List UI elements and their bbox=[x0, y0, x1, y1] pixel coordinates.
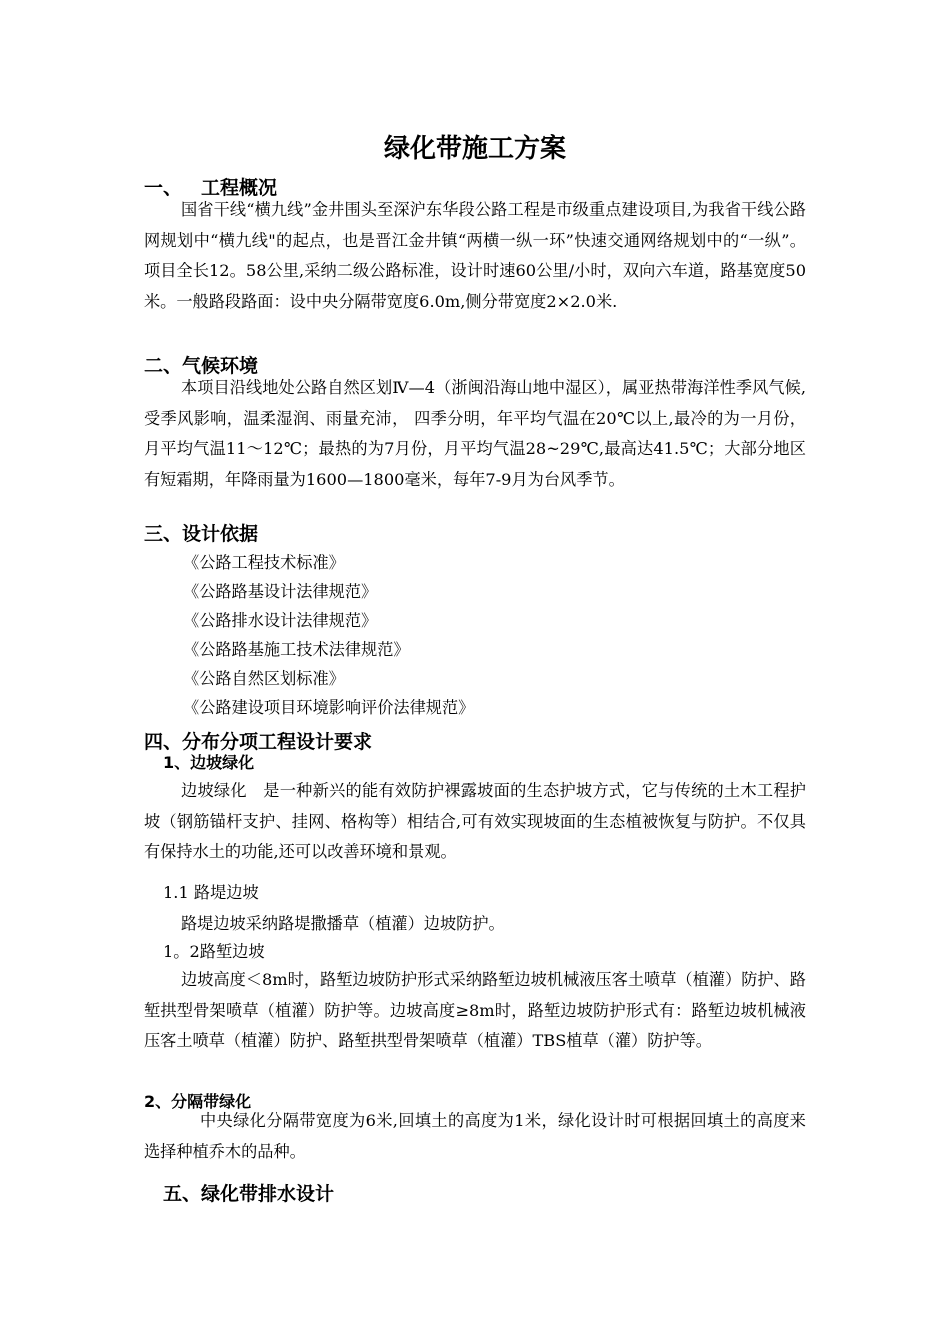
section-title: 气候环境 bbox=[182, 355, 259, 377]
section-title: 工程概况 bbox=[201, 177, 278, 199]
item-paragraph-cutting-slope: 边坡高度＜8m时，路堑边坡防护形式采纳路堑边坡机械液压客土喷草（植灌）防护、路堑拱型骨架喷草（植灌）防护等。边坡高度≥8m时，路堑边坡防护形式有：路堑边坡机械液压客土喷草（植灌）防护、路堑拱型骨架喷草（植灌）TBS植草（灌）防护等。 bbox=[144, 970, 806, 1050]
section-heading-drainage: 五、绿化带排水设计 bbox=[163, 1183, 335, 1205]
reference-item: 《公路建设项目环境影响评价法律规范》 bbox=[183, 698, 475, 717]
section-number: 二、 bbox=[144, 355, 183, 377]
section-paragraph-climate: 本项目沿线地处公路自然区划Ⅳ—4（浙闽沿海山地中湿区），属亚热带海洋性季风气候,受季风影响，温柔湿润、雨量充沛， 四季分明，年平均气温在20℃以上,最冷的为一月份，月平均气温11～12℃；最热的为7月份，月平均气温28~29℃,最高达41.5℃；大部分地区有短霜期，年降雨量为1600—1800毫米，每年7-9月为台风季节。 bbox=[144, 378, 806, 489]
section-number: 三、 bbox=[144, 523, 183, 545]
reference-item: 《公路排水设计法律规范》 bbox=[183, 611, 378, 630]
item-paragraph-embankment-slope: 路堤边坡采纳路堤撒播草（植灌）边坡防护。 bbox=[181, 914, 505, 933]
subsection-paragraph-median-greening: 中央绿化分隔带宽度为6米,回填土的高度为1米，绿化设计时可根据回填土的高度来选择种植乔木的品种。 bbox=[144, 1111, 806, 1161]
section-title: 设计依据 bbox=[182, 523, 259, 545]
reference-item: 《公路自然区划标准》 bbox=[183, 669, 345, 688]
reference-item: 《公路路基设计法律规范》 bbox=[183, 582, 378, 601]
subsection-heading-median-greening: 2、分隔带绿化 bbox=[144, 1092, 252, 1111]
reference-item: 《公路工程技术标准》 bbox=[183, 553, 345, 572]
section-title: 分布分项工程设计要求 bbox=[182, 731, 373, 753]
section-heading-design-basis bbox=[144, 521, 258, 547]
subsection-heading-slope-greening: 1、边坡绿化 bbox=[163, 753, 255, 772]
subsection-paragraph-slope-greening: 边坡绿化 是一种新兴的能有效防护裸露坡面的生态护坡方式，它与传统的土木工程护坡（钢筋锚杆支护、挂网、格构等）相结合,可有效实现坡面的生态植被恢复与防护。不仅具有保持水土的功能,还可以改善环境和景观。 bbox=[144, 781, 806, 861]
section-number: 一、 bbox=[144, 177, 183, 199]
section-number: 四、 bbox=[144, 731, 183, 753]
document-title: 绿化带施工方案 bbox=[383, 134, 566, 164]
item-heading-embankment-slope: 1.1 路堤边坡 bbox=[163, 883, 259, 902]
item-heading-cutting-slope: 1。2路堑边坡 bbox=[163, 942, 265, 961]
reference-item: 《公路路基施工技术法律规范》 bbox=[183, 640, 410, 659]
section-paragraph-overview: 国省干线“横九线”金井围头至深沪东华段公路工程是市级重点建设项目,为我省干线公路网规划中“横九线"的起点，也是晋江金井镇“两横一纵一环”快速交通网络规划中的“一纵”。 项目全长12。58公里,采纳二级公路标准，设计时速60公里/小时，双向六车道，路基宽度50米。一般路段路面：设中央分隔带宽度6.0m,侧分带宽度2×2.0米. bbox=[144, 200, 806, 311]
reference-list bbox=[183, 548, 474, 722]
